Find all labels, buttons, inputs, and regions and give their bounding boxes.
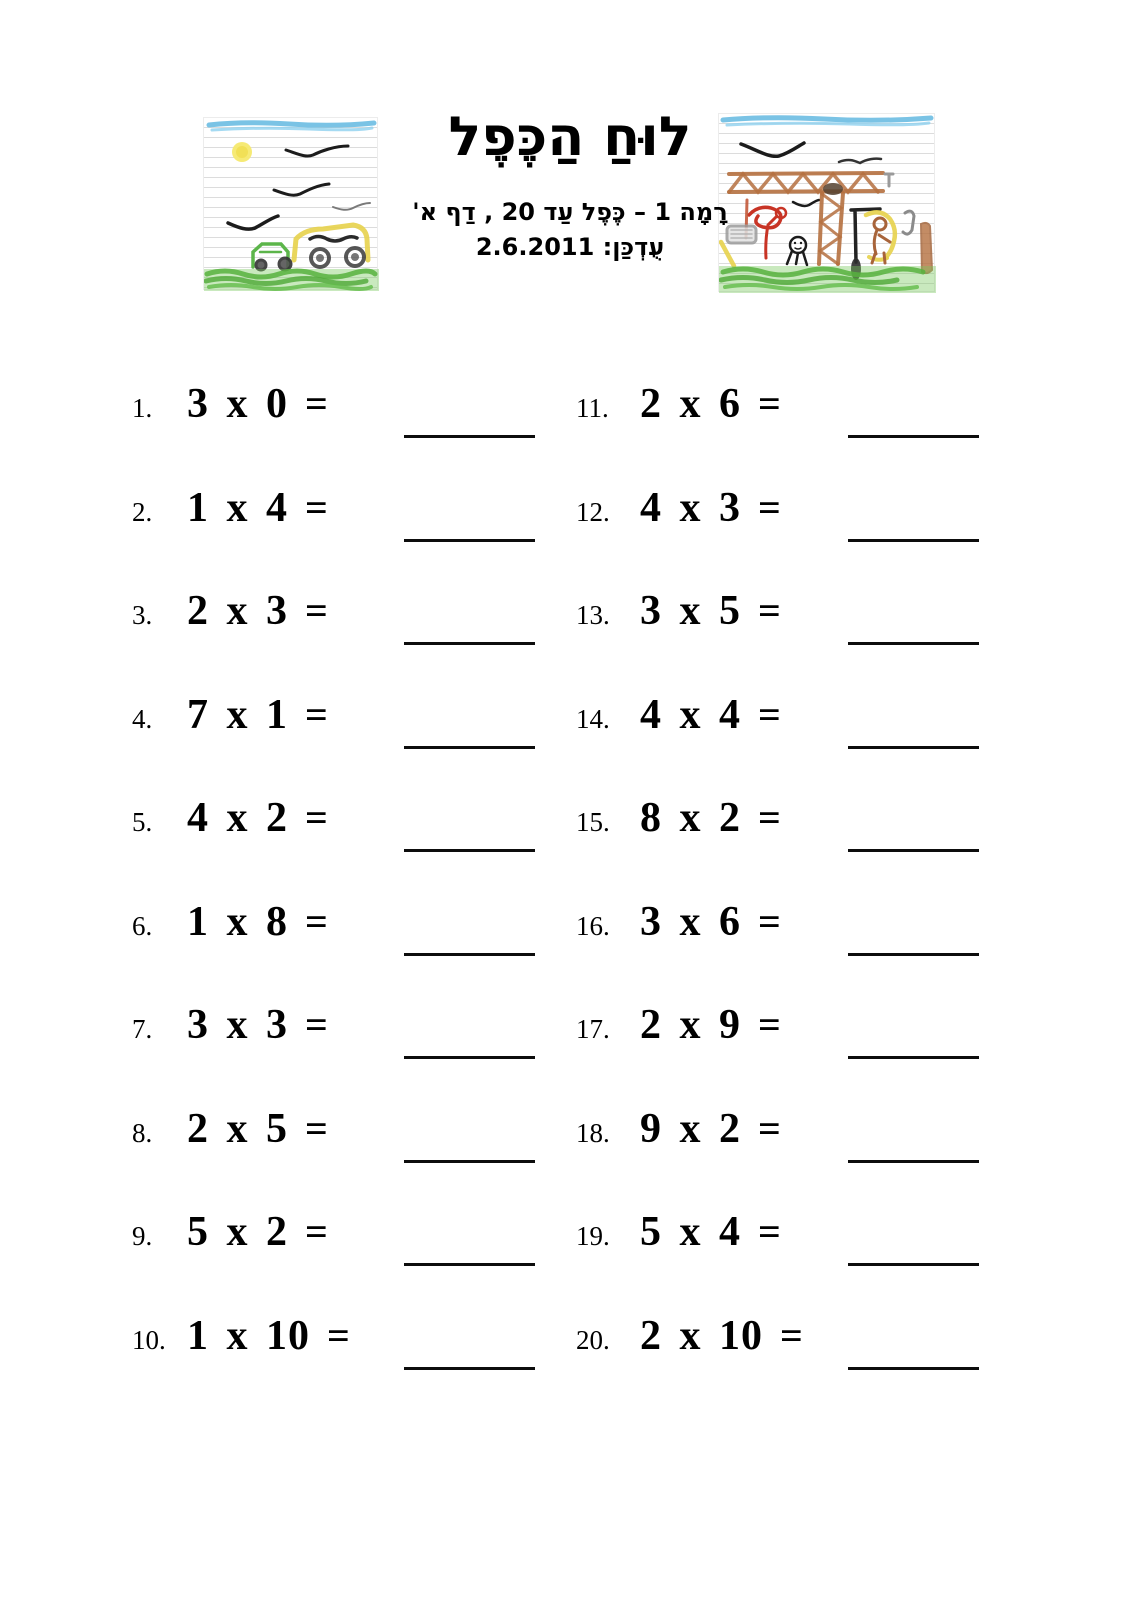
answer-blank[interactable] (404, 1263, 535, 1266)
problem-number: 15. (576, 807, 610, 837)
page-title: לוּחַ הַכֶּפֶל (448, 105, 692, 168)
problem-row (124, 1280, 564, 1384)
problem-expression: 1 x 4 (187, 484, 288, 531)
answer-blank[interactable] (404, 642, 535, 645)
problem-expression: 5 x 4 (640, 1209, 741, 1255)
answer-blank[interactable] (404, 1056, 535, 1059)
problem-number: 19. (576, 1221, 610, 1251)
problem-expression: 2 x 9 (640, 1002, 741, 1048)
equals-sign: = (327, 1312, 350, 1358)
equals-sign: = (780, 1312, 803, 1358)
problem-row (568, 762, 1008, 866)
problem-number: 17. (576, 1014, 610, 1044)
problem-expression: 3 x 0 (187, 381, 288, 427)
equals-sign: = (758, 484, 781, 530)
problem-row (568, 1176, 1008, 1280)
equals-sign: = (305, 484, 328, 530)
answer-blank[interactable] (404, 435, 535, 438)
problem-number: 7. (132, 1014, 153, 1044)
worksheet-subtitle: רָמָה 1 – כֶּפֶל עַד 20 , דַף א' (412, 198, 728, 226)
problem-number: 5. (132, 807, 153, 837)
equals-sign: = (305, 691, 328, 737)
answer-blank[interactable] (848, 746, 979, 749)
problem-number: 3. (132, 600, 153, 630)
problem-row (568, 348, 1008, 452)
equals-sign: = (758, 691, 781, 737)
problem-row (124, 969, 564, 1073)
problem-expression: 8 x 2 (640, 795, 741, 841)
problem-number: 10. (132, 1324, 166, 1355)
updated-date: עֻדְכַּן: 2.6.2011 (475, 233, 665, 261)
equals-sign: = (758, 1209, 781, 1254)
problem-row (568, 555, 1008, 659)
problem-expression: 4 x 2 (187, 795, 288, 841)
problem-expression: 2 x 5 (187, 1105, 288, 1152)
equals-sign: = (305, 1002, 328, 1047)
problem-number: 11. (576, 393, 609, 423)
problem-row (568, 659, 1008, 763)
problem-expression: 3 x 5 (640, 588, 741, 634)
answer-blank[interactable] (404, 953, 535, 956)
problem-number: 14. (576, 703, 610, 734)
answer-blank[interactable] (848, 1056, 979, 1059)
problem-number: 9. (132, 1221, 153, 1251)
problem-row (124, 762, 564, 866)
problem-expression: 3 x 3 (187, 1002, 288, 1048)
problem-row (568, 1280, 1008, 1384)
problem-number: 16. (576, 910, 610, 941)
problem-row (124, 866, 564, 970)
equals-sign: = (758, 588, 781, 633)
problem-row (124, 1176, 564, 1280)
problems-column-left (124, 348, 564, 1383)
equals-sign: = (758, 1002, 781, 1047)
problem-number: 8. (132, 1117, 153, 1148)
problem-row (568, 969, 1008, 1073)
problem-expression: 5 x 2 (187, 1209, 288, 1255)
problem-expression: 4 x 3 (640, 484, 741, 531)
equals-sign: = (305, 1105, 328, 1151)
answer-blank[interactable] (404, 539, 535, 542)
equals-sign: = (758, 1105, 781, 1151)
problem-row (568, 1073, 1008, 1177)
answer-blank[interactable] (848, 1263, 979, 1266)
equals-sign: = (305, 588, 328, 633)
equals-sign: = (305, 795, 328, 840)
equals-sign: = (305, 381, 328, 426)
problem-expression: 1 x 8 (187, 898, 288, 945)
answer-blank[interactable] (848, 435, 979, 438)
answer-blank[interactable] (404, 746, 535, 749)
problem-row (568, 866, 1008, 970)
answer-blank[interactable] (848, 953, 979, 956)
answer-blank[interactable] (404, 1367, 535, 1370)
equals-sign: = (758, 795, 781, 840)
problem-expression: 4 x 4 (640, 691, 741, 738)
equals-sign: = (758, 381, 781, 426)
problem-number: 2. (132, 496, 153, 527)
problem-number: 4. (132, 703, 153, 734)
answer-blank[interactable] (848, 1367, 979, 1370)
problem-row (124, 452, 564, 556)
problem-number: 20. (576, 1324, 610, 1355)
problem-row (124, 348, 564, 452)
problem-expression: 9 x 2 (640, 1105, 741, 1152)
problem-expression: 2 x 6 (640, 381, 741, 427)
answer-blank[interactable] (404, 849, 535, 852)
problem-expression: 1 x 10 (187, 1312, 310, 1359)
problem-expression: 7 x 1 (187, 691, 288, 738)
equals-sign: = (305, 898, 328, 944)
answer-blank[interactable] (848, 642, 979, 645)
answer-blank[interactable] (848, 1160, 979, 1163)
problems-column-right (568, 348, 1008, 1383)
problem-row (568, 452, 1008, 556)
problem-expression: 3 x 6 (640, 898, 741, 945)
problem-row (124, 555, 564, 659)
problem-number: 13. (576, 600, 610, 630)
problem-number: 18. (576, 1117, 610, 1148)
problem-row (124, 659, 564, 763)
problem-expression: 2 x 3 (187, 588, 288, 634)
problem-expression: 2 x 10 (640, 1312, 763, 1359)
answer-blank[interactable] (848, 849, 979, 852)
problem-number: 6. (132, 910, 153, 941)
problem-row (124, 1073, 564, 1177)
problem-number: 1. (132, 393, 153, 423)
answer-blank[interactable] (848, 539, 979, 542)
equals-sign: = (758, 898, 781, 944)
problem-number: 12. (576, 496, 610, 527)
answer-blank[interactable] (404, 1160, 535, 1163)
equals-sign: = (305, 1209, 328, 1254)
